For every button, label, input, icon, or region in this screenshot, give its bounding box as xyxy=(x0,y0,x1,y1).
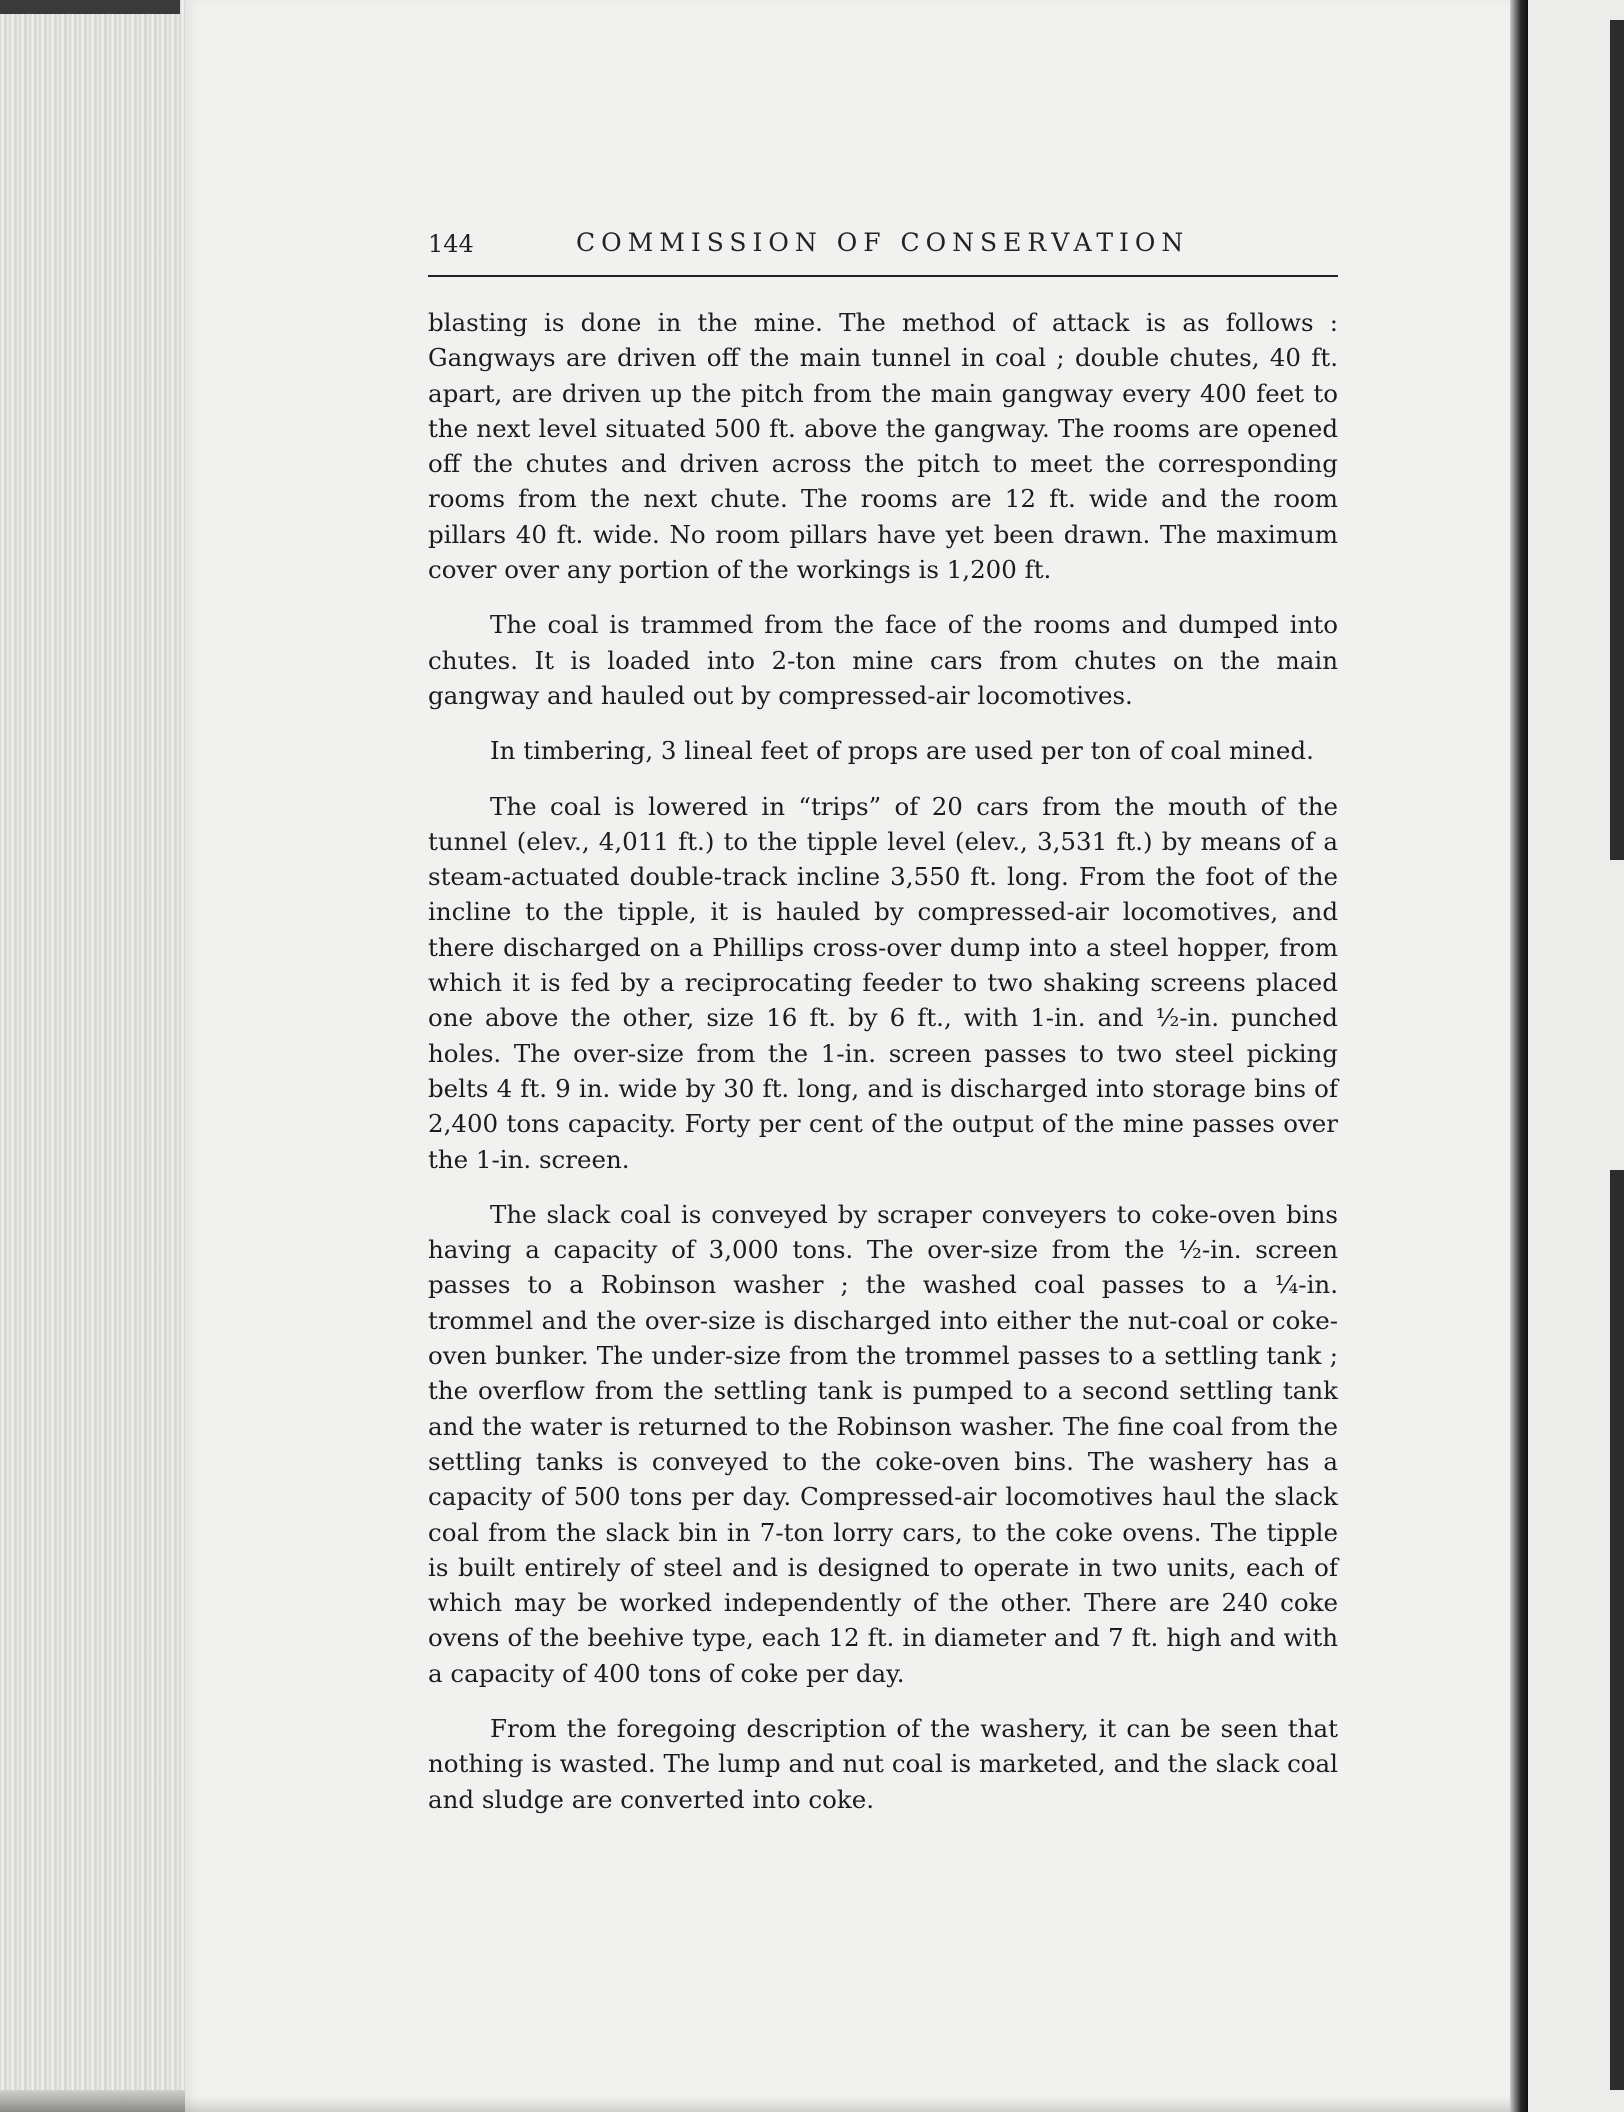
book-edge-bottom-shadow xyxy=(0,2090,185,2112)
paragraph-3: In timbering, 3 lineal feet of props are used per ton of coal mined. xyxy=(490,736,1314,766)
paragraph-2: The coal is trammed from the face of the rooms and dumped into chutes. It is loaded into 2-ton mine cars from chutes on the main gangway and hauled out by compressed-air locomotives. xyxy=(428,610,1338,710)
header-rule xyxy=(428,275,1338,277)
paragraph-5: The slack coal is conveyed by scraper conveyers to coke-oven bins having a capacity of 3,000 tons. The over-size from the ½-in. screen passes to a Robinson washer ; the washed coal passes to a ¼-in. trommel and the over-size is discharged into either the nut-coal or cokeoven bunker. The under-size from the trommel passes to a settling tank ; the overflow from the settling tank is pumped to a second settling tank and the water is returned to the Robinson washer. The fine coal from the settling tanks is conveyed to the coke-oven bins. The washery has a capacity of 500 tons per day. Compressed-air locomotives haul the slack coal from the slack bin in 7-ton lorry cars, to the coke ovens. The tipple is built entirely of steel and is designed to operate in two units, each of which may be worked independently of the other. There are 240 coke ovens of the beehive type, each 12 ft. in diameter and 7 ft. high and with a capacity of 400 tons of coke per day. xyxy=(428,1199,1338,1688)
page-bottom-shadow xyxy=(185,2096,1510,2112)
facing-page-dark-band-bottom xyxy=(1610,1170,1624,2090)
paragraph-6: From the foregoing description of the washery, it can be seen that nothing is wasted. The lump and nut coal is marketed, and the slack coal and sludge are converted into coke. xyxy=(428,1713,1338,1814)
left-page-edges xyxy=(0,0,185,2112)
header-title: COMMISSION OF CONSERVATION xyxy=(576,228,1190,257)
paragraph-4: The coal is lowered in “trips” of 20 cars from the mouth of the tunnel (elev., 4,011 ft.) to the tipple level (elev., 3,531 ft.) by means of a steam-actuated double-track incline 3,550 ft. long. From the foot of the incline to the tipple, it is hauled by compressed-air locomotives, and there discharged on a Phillips cross-over dump into a steel hopper, from which it is fed by a reciprocating feeder to two shaking screens placed one above the other, size 16 ft. by 6 ft., with 1-in. and ½-in. punched holes. The over-size from the 1-in. screen passes to two steel picking belts 4 ft. 9 in. wide by 30 ft. long, and is discharged into storage bins of 2,400 tons capacity. Forty per cent of the output of the mine passes over the 1-in. screen. xyxy=(428,791,1338,1174)
body-text xyxy=(428,305,1338,1837)
book-gutter xyxy=(1510,0,1528,2112)
paragraph-1: blasting is done in the mine. The method of attack is as follows : Gangways are driven off the main tunnel in coal ; double chutes, 40 ft. apart, are driven up the pitch from the main gangway every 400 feet to the next level situated 500 ft. above the gangway. The rooms are opened off the chutes and driven across the pitch to meet the corresponding rooms from the next chute. The rooms are 12 ft. wide and the room pillars 40 ft. wide. No room pillars have yet been drawn. The maximum cover over any portion of the workings is 1,200 ft. xyxy=(428,308,1338,585)
running-head xyxy=(428,228,1338,268)
page-number: 144 xyxy=(428,230,474,258)
book-edge-top-shadow xyxy=(0,0,180,14)
facing-page-dark-band-top xyxy=(1610,20,1624,860)
